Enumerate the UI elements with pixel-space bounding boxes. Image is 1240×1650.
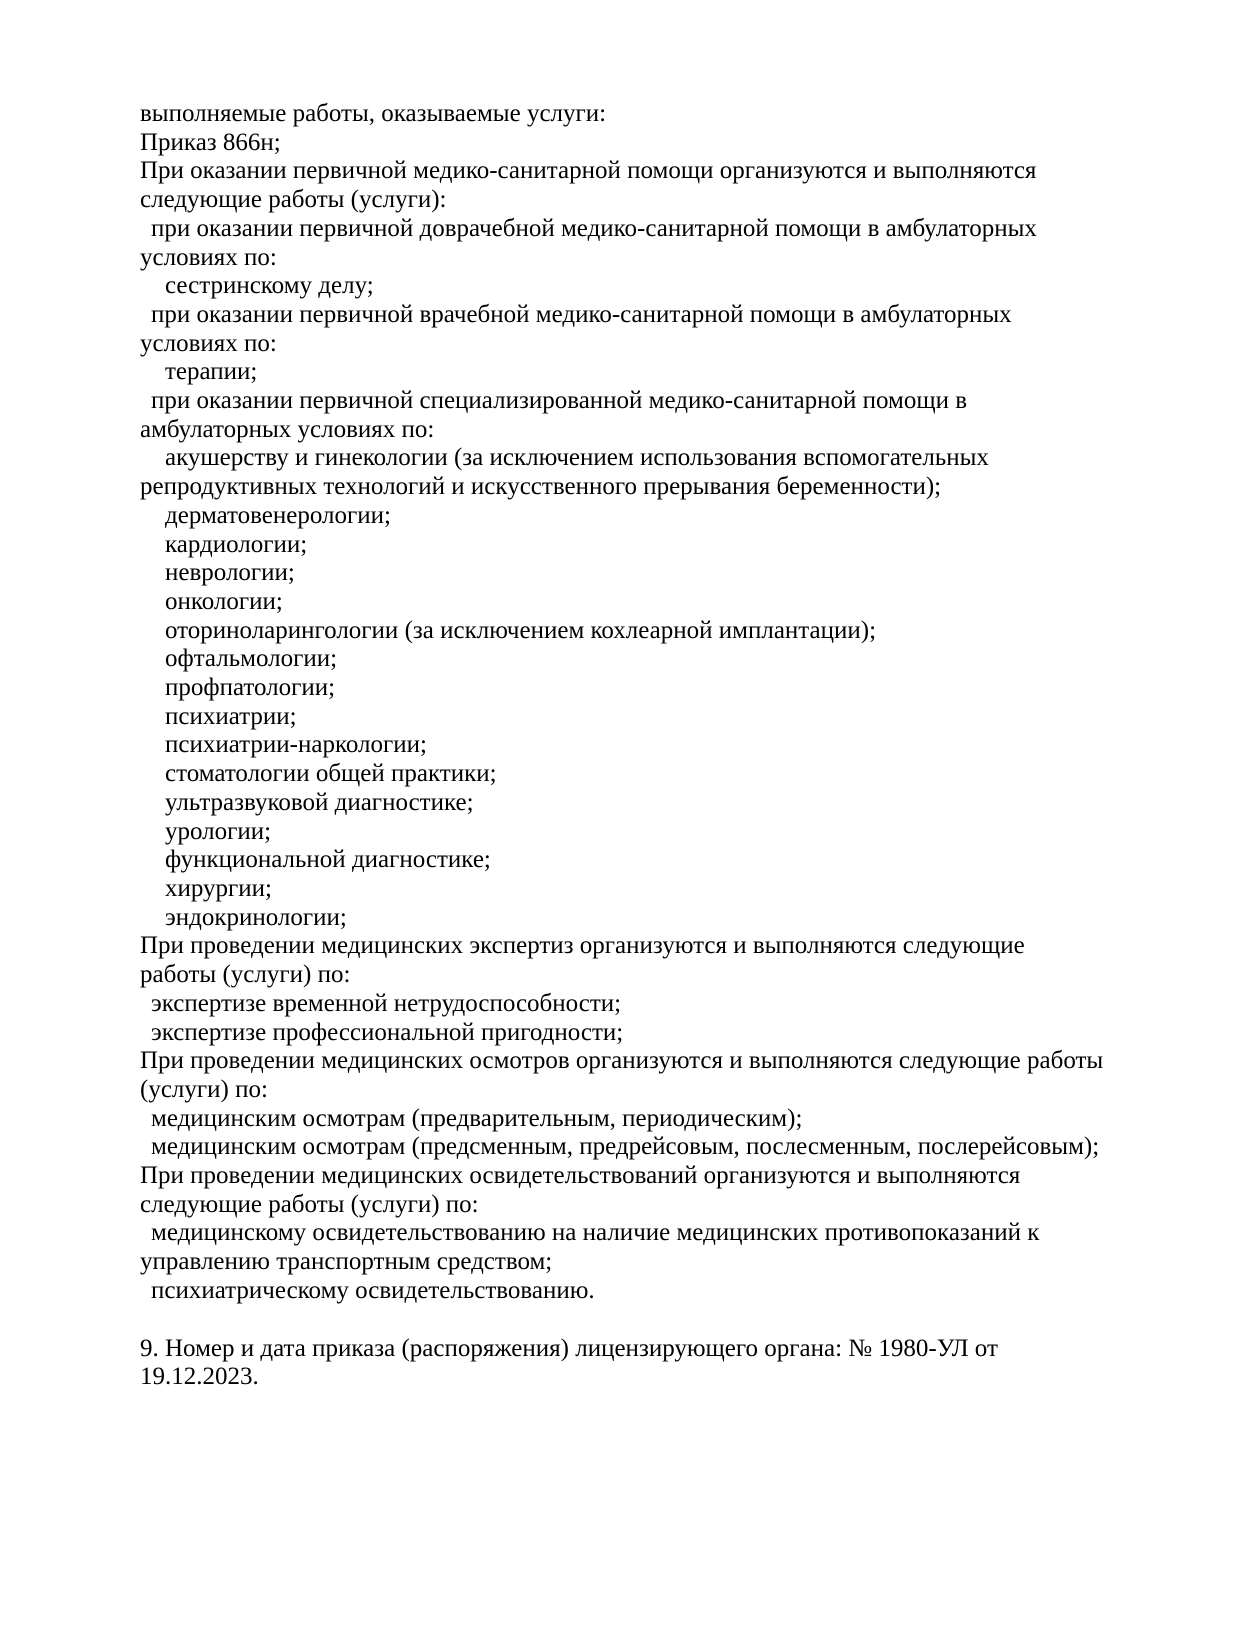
document-paragraph: психиатрии; (165, 702, 297, 730)
document-paragraph: При проведении медицинских экспертиз организуются и выполняются следующие работы (услуги) по: (140, 932, 1025, 989)
document-paragraph: медицинским осмотрам (предсменным, предрейсовым, послесменным, послерейсовым); (151, 1133, 1100, 1161)
document-paragraph: Приказ 866н; (140, 128, 281, 156)
document-paragraph: офтальмологии; (165, 645, 338, 673)
document-paragraph: хирургии; (165, 874, 273, 902)
document-paragraph: экспертизе временной нетрудоспособности; (151, 989, 622, 1017)
document-paragraph: кардиологии; (165, 530, 308, 558)
document-paragraph: оториноларингологии (за исключением кохлеарной имплантации); (165, 616, 877, 644)
document-paragraph: функциональной диагностике; (165, 846, 491, 874)
document-paragraph: при оказании первичной врачебной медико-санитарной помощи в амбулаторных условиях по: (140, 300, 1012, 357)
document-paragraph: онкологии; (165, 587, 283, 615)
document-paragraph: 9. Номер и дата приказа (распоряжения) лицензирующего органа: № 1980-УЛ от 19.12.2023. (140, 1334, 998, 1391)
document-paragraph: акушерству и гинекологии (за исключением использования вспомогательных репродуктивных технологий и искусственного прерывания беременности); (140, 444, 989, 501)
document-paragraph: урологии; (165, 817, 272, 845)
document-paragraph: психиатрии-наркологии; (165, 731, 427, 759)
document-paragraph: При оказании первичной медико-санитарной помощи организуются и выполняются следующие работы (услуги): (140, 157, 1037, 214)
document-paragraph: выполняемые работы, оказываемые услуги: (140, 100, 607, 127)
document-paragraph: экспертизе профессиональной пригодности; (151, 1018, 624, 1046)
document-paragraph: психиатрическому освидетельствованию. (151, 1276, 595, 1304)
document-paragraph: При проведении медицинских освидетельствований организуются и выполняются следующие работы (услуги) по: (140, 1162, 1021, 1218)
document-paragraph: неврологии; (165, 559, 295, 587)
document-paragraph: эндокринологии; (165, 903, 347, 931)
document-paragraph: стоматологии общей практики; (165, 760, 497, 788)
document-paragraph: при оказании первичной доврачебной медико-санитарной помощи в амбулаторных условиях по: (140, 214, 1037, 271)
document-paragraph: медицинским осмотрам (предварительным, периодическим); (151, 1104, 803, 1132)
document-paragraph: сестринскому делу; (165, 272, 374, 300)
document-paragraph: дерматовенерологии; (165, 501, 391, 529)
document-paragraph: ультразвуковой диагностике; (165, 788, 474, 816)
document-body (140, 100, 1105, 1392)
document-paragraph: профпатологии; (165, 674, 336, 702)
document-paragraph: При проведении медицинских осмотров организуются и выполняются следующие работы (услуги) по: (140, 1047, 1104, 1103)
document-paragraph: терапии; (165, 358, 258, 386)
document-paragraph: при оказании первичной специализированной медико-санитарной помощи в амбулаторных условиях по: (140, 387, 968, 443)
document-paragraph: медицинскому освидетельствованию на наличие медицинских противопоказаний к управлению транспортным средством; (140, 1219, 1040, 1276)
